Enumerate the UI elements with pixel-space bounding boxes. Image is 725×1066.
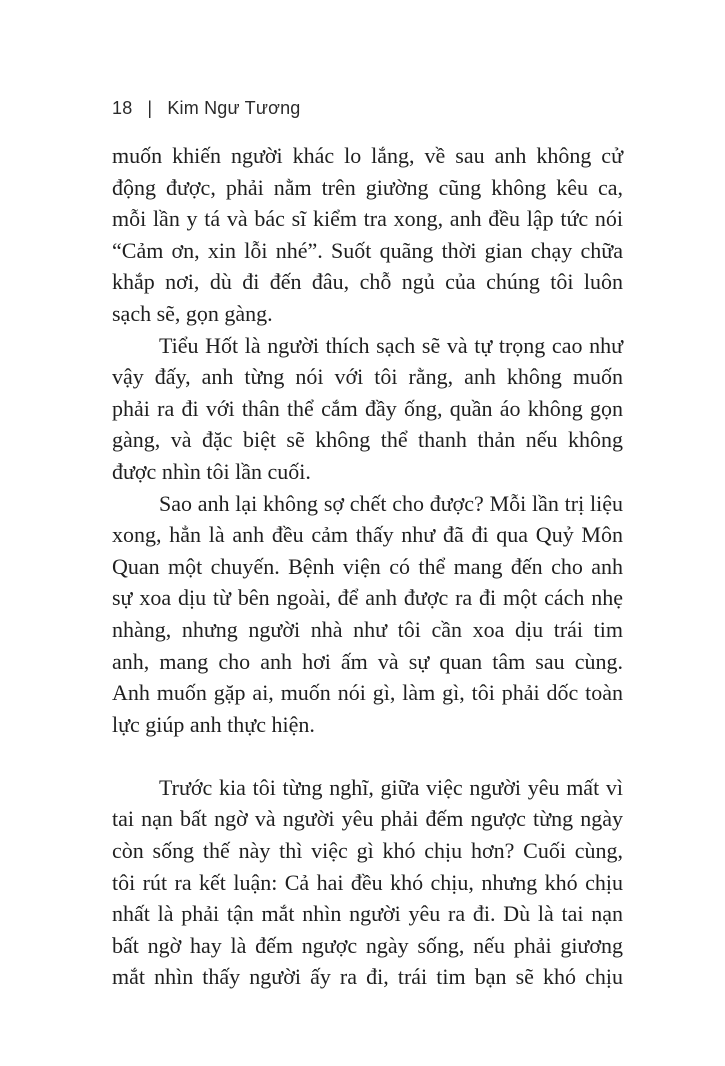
text-line: Sao anh lại không sợ chết cho được? Mỗi lần trị liệu (159, 490, 623, 516)
text-line: vậy đấy, anh từng nói với tôi rằng, anh không muốn (112, 364, 623, 390)
paragraph-1 (112, 140, 623, 330)
text-line: sạch sẽ, gọn gàng. (112, 300, 273, 326)
text-line: phải ra đi với thân thể cắm đầy ống, quần áo không gọn (112, 395, 623, 421)
text-line: anh, mang cho anh hơi ấm và sự quan tâm sau cùng. (112, 648, 623, 674)
paragraph-4 (112, 772, 623, 993)
text-line: khắp nơi, dù đi đến đâu, chỗ ngủ của chúng tôi luôn (112, 269, 623, 295)
running-header (112, 98, 301, 119)
section-break (112, 740, 623, 772)
text-line: muốn khiến người khác lo lắng, về sau anh không cử (112, 143, 623, 168)
text-line: tai nạn bất ngờ và người yêu phải đếm ngược từng ngày (112, 806, 623, 832)
page-number: 18 (112, 98, 133, 118)
text-line: mắt nhìn thấy người ấy ra đi, trái tim bạn sẽ khó chịu (112, 964, 623, 990)
header-separator: | (147, 98, 153, 118)
text-line: động được, phải nằm trên giường cũng không kêu ca, (112, 174, 623, 200)
paragraph-2 (112, 330, 623, 488)
text-line: Tiểu Hốt là người thích sạch sẽ và tự trọng cao như (159, 332, 623, 358)
text-line: Quan một chuyến. Bệnh viện có thể mang đến cho anh (112, 553, 623, 579)
text-line: nhàng, nhưng người nhà như tôi cần xoa dịu trái tim (112, 616, 623, 642)
paragraph-3 (112, 488, 623, 741)
text-line: lực giúp anh thực hiện. (112, 711, 315, 737)
body-text (112, 140, 623, 993)
author-name: Kim Ngư Tương (167, 98, 301, 118)
text-line: nhất là phải tận mắt nhìn người yêu ra đi. Dù là tai nạn (112, 901, 623, 927)
text-line: xong, hẳn là anh đều cảm thấy như đã đi qua Quỷ Môn (112, 522, 623, 548)
text-line: còn sống thế này thì việc gì khó chịu hơn? Cuối cùng, (112, 838, 623, 864)
text-line: bất ngờ hay là đếm ngược ngày sống, nếu phải giương (112, 932, 623, 958)
text-line: “Cảm ơn, xin lỗi nhé”. Suốt quãng thời gian chạy chữa (112, 237, 623, 263)
text-line: Anh muốn gặp ai, muốn nói gì, làm gì, tôi phải dốc toàn (112, 680, 623, 706)
text-line: Trước kia tôi từng nghĩ, giữa việc người yêu mất vì (159, 774, 623, 800)
text-line: được nhìn tôi lần cuối. (112, 458, 311, 484)
text-line: sự xoa dịu từ bên ngoài, để anh được ra đi một cách nhẹ (112, 585, 623, 611)
text-line: mỗi lần y tá và bác sĩ kiểm tra xong, anh đều lập tức nói (112, 206, 623, 232)
text-line: tôi rút ra kết luận: Cả hai đều khó chịu, nhưng khó chịu (112, 869, 623, 895)
text-line: gàng, và đặc biệt sẽ không thể thanh thản nếu không (112, 427, 623, 453)
